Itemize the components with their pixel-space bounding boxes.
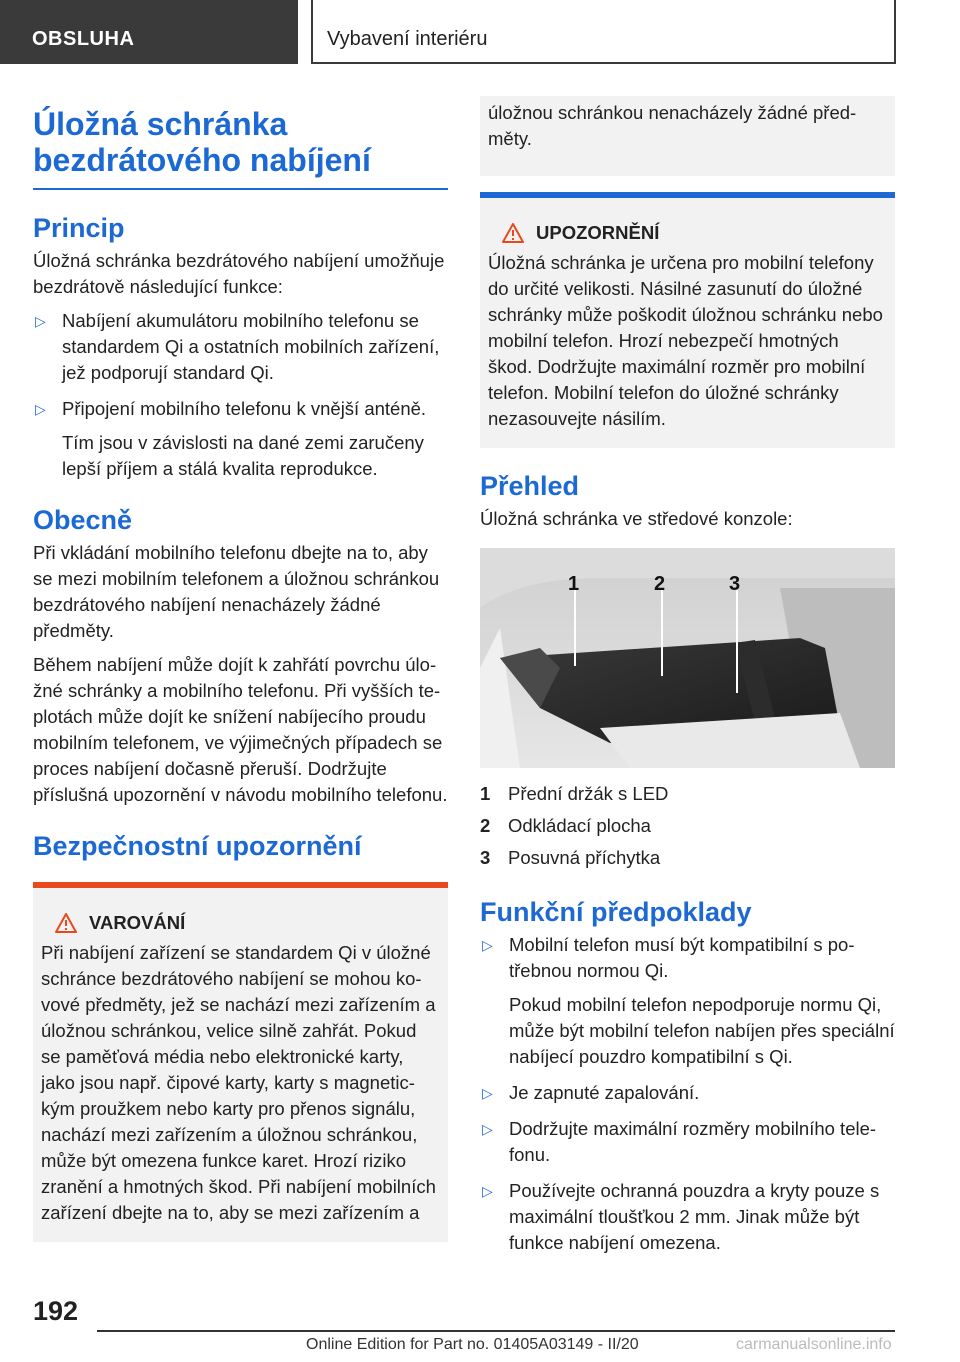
heading-obecne: Obecně [33,505,133,535]
heading-bezpecnost: Bezpečnostní upozornění [33,831,362,861]
warning-text: Při nabíjení zařízení se standardem Qi v úložné schránce bezdrátového nabíjení se mohou kovové předměty, jež se nachází mezi zařízením a úložnou schránkou, velice silně zahřát. Pokud se paměťová média nebo elektronické karty, jako jsou např. čipové karty, karty s magnetickým proužkem nebo karty pro přenos signálu, nachází mezi zařízením a úložnou schránkou, může být omezena funkce karet. Hrozí riziko zranění a hmotných škod. Při nabíjení mobilních zařízení dbejte na to, aby se mezi zařízením a [41,942,436,1223]
callout-3: 3 [729,573,741,595]
watermark: carmanualsonline.info [736,1336,892,1353]
warning-continued [480,96,895,176]
warning-box [33,882,448,1242]
caution-title [488,222,887,244]
princip-list [33,308,448,482]
warning-triangle-icon [502,223,524,243]
warning-title-text: VAROVÁNÍ [89,912,186,933]
legend-row [480,810,895,842]
warning-triangle-icon [55,913,77,933]
list-item-text: Připojení mobilního telefonu k vnější anténě. [62,398,427,419]
storage-tray-illustration [480,548,895,768]
legend-number: 1 [480,783,491,804]
triangle-bullet-icon: ▷ [35,401,46,417]
page-title-line1: Úložná schránka [33,106,288,142]
obecne-paragraph-1: Při vkládání mobilního telefonu dbejte na to, aby se mezi mobilním telefonem a úložnou schránkou bezdrátového nabíjení nenacházely žádné předměty. [33,542,440,641]
triangle-bullet-icon: ▷ [482,1121,493,1137]
heading-prehled: Přehled [480,471,580,501]
list-item [33,308,448,386]
list-item [33,396,448,482]
princip-intro: Úložná schránka bezdrátového nabíjení umožňuje bezdrátově následující funkce: [33,250,445,297]
triangle-bullet-icon: ▷ [482,1183,493,1199]
list-item-subtext: Pokud mobilní telefon nepodporuje normu Qi, může být mobilní telefon nabíjen přes speciální nabíjecí pouzdro kompatibilní s Qi. [509,994,895,1067]
storage-tray-photo [480,548,895,768]
list-item [480,1080,895,1106]
page-title [33,106,448,190]
heading-predpoklady: Funkční předpoklady [480,897,752,927]
triangle-bullet-icon: ▷ [35,313,46,329]
callout-1: 1 [568,573,580,595]
list-item-text: Je zapnuté zapalování. [509,1082,700,1103]
triangle-bullet-icon: ▷ [482,1085,493,1101]
list-item-text: Používejte ochranná pouzdra a kryty pouze s maximální tloušťkou 2 mm. Jinak může být funkce nabíjení omezena. [509,1180,880,1253]
photo-legend [480,778,895,874]
heading-princip: Princip [33,213,125,243]
list-item-text: Mobilní telefon musí být kompatibilní s potřebnou normou Qi. [509,934,855,981]
caution-box [480,192,895,448]
list-item [480,1178,895,1256]
prehled-intro: Úložná schránka ve středové konzole: [480,508,793,529]
legend-text: Posuvná příchytka [508,847,661,868]
obecne-paragraph-2: Během nabíjení může dojít k zahřátí povrchu úložné schránky a mobilního telefonu. Při vyšších teplotách může dojít ke snížení nabíjecího proudu mobilním telefonem, ve výjimečných případech se proces nabíjení dočasně přeruší. Dodržujte příslušná upozornění v návodu mobilního telefonu. [33,654,448,805]
header-section: OBSLUHA [0,0,298,64]
legend-row [480,842,895,874]
list-item-text: Dodržujte maximální rozměry mobilního telefonu. [509,1118,877,1165]
list-item [480,1116,895,1168]
warning-title [41,912,440,934]
footer-divider [97,1330,895,1332]
header-chapter: Vybavení interiéru [311,0,896,64]
caution-title-text: UPOZORNĚNÍ [536,222,660,243]
caution-text: Úložná schránka je určena pro mobilní telefony do určité velikosti. Násilné zasunutí do úložné schránky může poškodit úložnou schránku nebo mobilní telefon. Hrozí nebezpečí hmotných škod. Dodržujte maximální rozměr pro mobilní telefon. Mobilní telefon do úložné schránky nezasouvejte násilím. [488,252,883,429]
predpoklady-list [480,932,895,1256]
footer-edition: Online Edition for Part no. 01405A03149 - II/20 [306,1336,639,1353]
page-title-line2: bezdrátového nabíjení [33,142,371,178]
right-column [480,96,895,1266]
callout-2: 2 [654,573,666,595]
left-column [33,96,448,1242]
legend-number: 3 [480,847,491,868]
list-item-subtext: Tím jsou v závislosti na dané zemi zaručeny lepší příjem a stálá kvalita reprodukce. [62,432,424,479]
legend-number: 2 [480,815,491,836]
list-item-text: Nabíjení akumulátoru mobilního telefonu se standardem Qi a ostatních mobilních zařízení, jež podporují standard Qi. [62,310,440,383]
triangle-bullet-icon: ▷ [482,937,493,953]
legend-text: Odkládací plocha [508,815,651,836]
page-number: 192 [33,1296,79,1326]
list-item [480,932,895,1070]
legend-text: Přední držák s LED [508,783,669,804]
legend-row [480,778,895,810]
warning-continued-text: úložnou schránkou nenacházely žádné předměty. [488,102,857,149]
